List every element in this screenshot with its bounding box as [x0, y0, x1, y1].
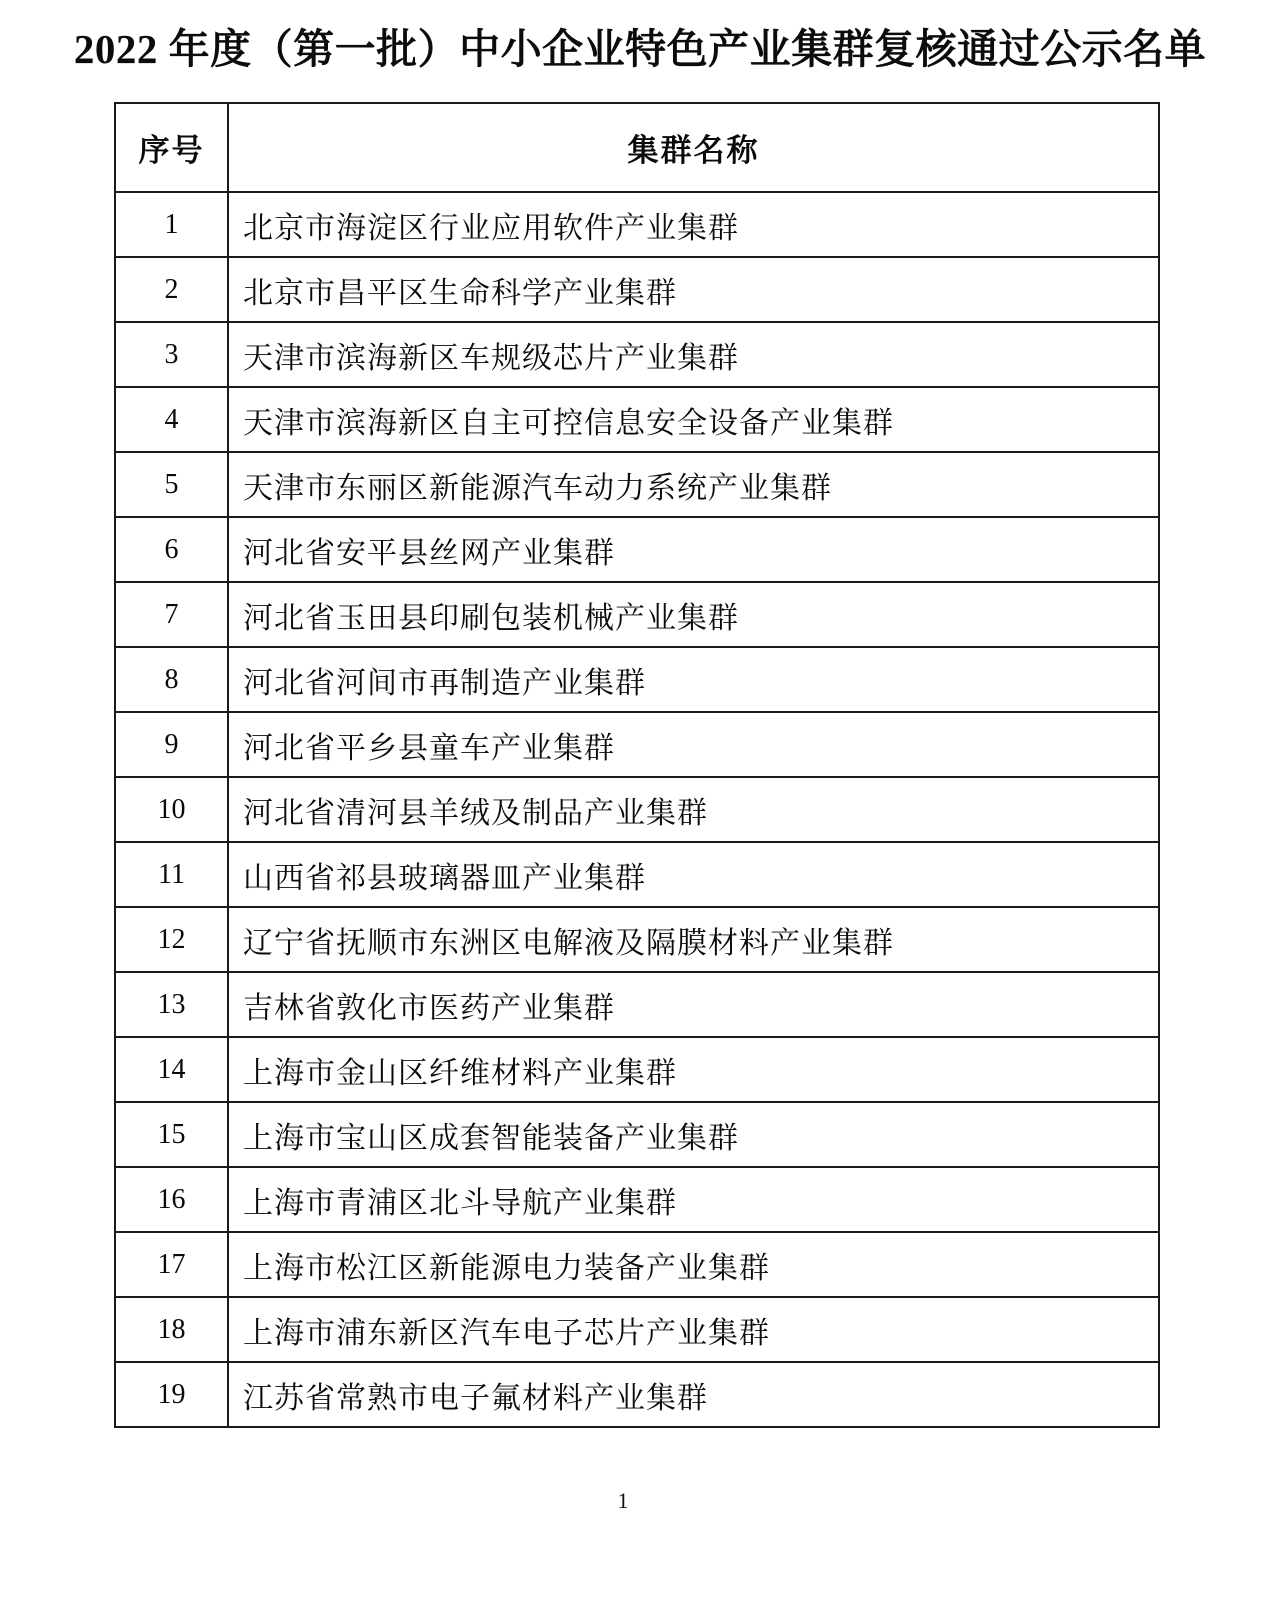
table-row: [115, 1232, 1159, 1297]
row-cluster-name: 河北省安平县丝网产业集群: [228, 517, 1159, 582]
row-serial-number: 17: [115, 1232, 228, 1297]
row-cluster-name: 上海市松江区新能源电力装备产业集群: [228, 1232, 1159, 1297]
row-serial-number: 11: [115, 842, 228, 907]
row-cluster-name: 天津市东丽区新能源汽车动力系统产业集群: [228, 452, 1159, 517]
table-row: [115, 1297, 1159, 1362]
row-serial-number: 15: [115, 1102, 228, 1167]
cluster-table: [114, 102, 1160, 1428]
table-row: [115, 842, 1159, 907]
row-cluster-name: 上海市宝山区成套智能装备产业集群: [228, 1102, 1159, 1167]
table-row: [115, 907, 1159, 972]
row-serial-number: 14: [115, 1037, 228, 1102]
row-cluster-name: 河北省河间市再制造产业集群: [228, 647, 1159, 712]
row-cluster-name: 辽宁省抚顺市东洲区电解液及隔膜材料产业集群: [228, 907, 1159, 972]
row-cluster-name: 北京市海淀区行业应用软件产业集群: [228, 192, 1159, 257]
table-row: [115, 452, 1159, 517]
row-serial-number: 7: [115, 582, 228, 647]
row-cluster-name: 上海市青浦区北斗导航产业集群: [228, 1167, 1159, 1232]
table-row: [115, 517, 1159, 582]
table-row: [115, 647, 1159, 712]
row-serial-number: 3: [115, 322, 228, 387]
table-row: [115, 192, 1159, 257]
table-row: [115, 1037, 1159, 1102]
table-row: [115, 322, 1159, 387]
row-cluster-name: 北京市昌平区生命科学产业集群: [228, 257, 1159, 322]
table-row: [115, 387, 1159, 452]
row-cluster-name: 天津市滨海新区自主可控信息安全设备产业集群: [228, 387, 1159, 452]
table-row: [115, 582, 1159, 647]
row-serial-number: 19: [115, 1362, 228, 1427]
table-row: [115, 777, 1159, 842]
table-header-row: [115, 103, 1159, 192]
row-cluster-name: 江苏省常熟市电子氟材料产业集群: [228, 1362, 1159, 1427]
row-cluster-name: 河北省玉田县印刷包装机械产业集群: [228, 582, 1159, 647]
row-serial-number: 16: [115, 1167, 228, 1232]
row-cluster-name: 河北省清河县羊绒及制品产业集群: [228, 777, 1159, 842]
row-cluster-name: 上海市浦东新区汽车电子芯片产业集群: [228, 1297, 1159, 1362]
table-header: [115, 103, 1159, 192]
table-row: [115, 1102, 1159, 1167]
row-serial-number: 4: [115, 387, 228, 452]
row-serial-number: 8: [115, 647, 228, 712]
row-cluster-name: 吉林省敦化市医药产业集群: [228, 972, 1159, 1037]
row-serial-number: 6: [115, 517, 228, 582]
column-header-cluster-name: 集群名称: [228, 103, 1159, 192]
table-row: [115, 257, 1159, 322]
table-row: [115, 1167, 1159, 1232]
row-serial-number: 9: [115, 712, 228, 777]
row-serial-number: 1: [115, 192, 228, 257]
table-row: [115, 972, 1159, 1037]
row-serial-number: 12: [115, 907, 228, 972]
table-row: [115, 712, 1159, 777]
row-serial-number: 2: [115, 257, 228, 322]
row-serial-number: 10: [115, 777, 228, 842]
column-header-index: 序号: [115, 103, 228, 192]
row-serial-number: 13: [115, 972, 228, 1037]
page-number: 1: [617, 1488, 629, 1513]
page-title: 2022 年度（第一批）中小企业特色产业集群复核通过公示名单: [73, 26, 1207, 72]
row-serial-number: 5: [115, 452, 228, 517]
row-cluster-name: 河北省平乡县童车产业集群: [228, 712, 1159, 777]
row-serial-number: 18: [115, 1297, 228, 1362]
row-cluster-name: 山西省祁县玻璃器皿产业集群: [228, 842, 1159, 907]
table-row: [115, 1362, 1159, 1427]
table-body: [115, 192, 1159, 1427]
row-cluster-name: 上海市金山区纤维材料产业集群: [228, 1037, 1159, 1102]
row-cluster-name: 天津市滨海新区车规级芯片产业集群: [228, 322, 1159, 387]
